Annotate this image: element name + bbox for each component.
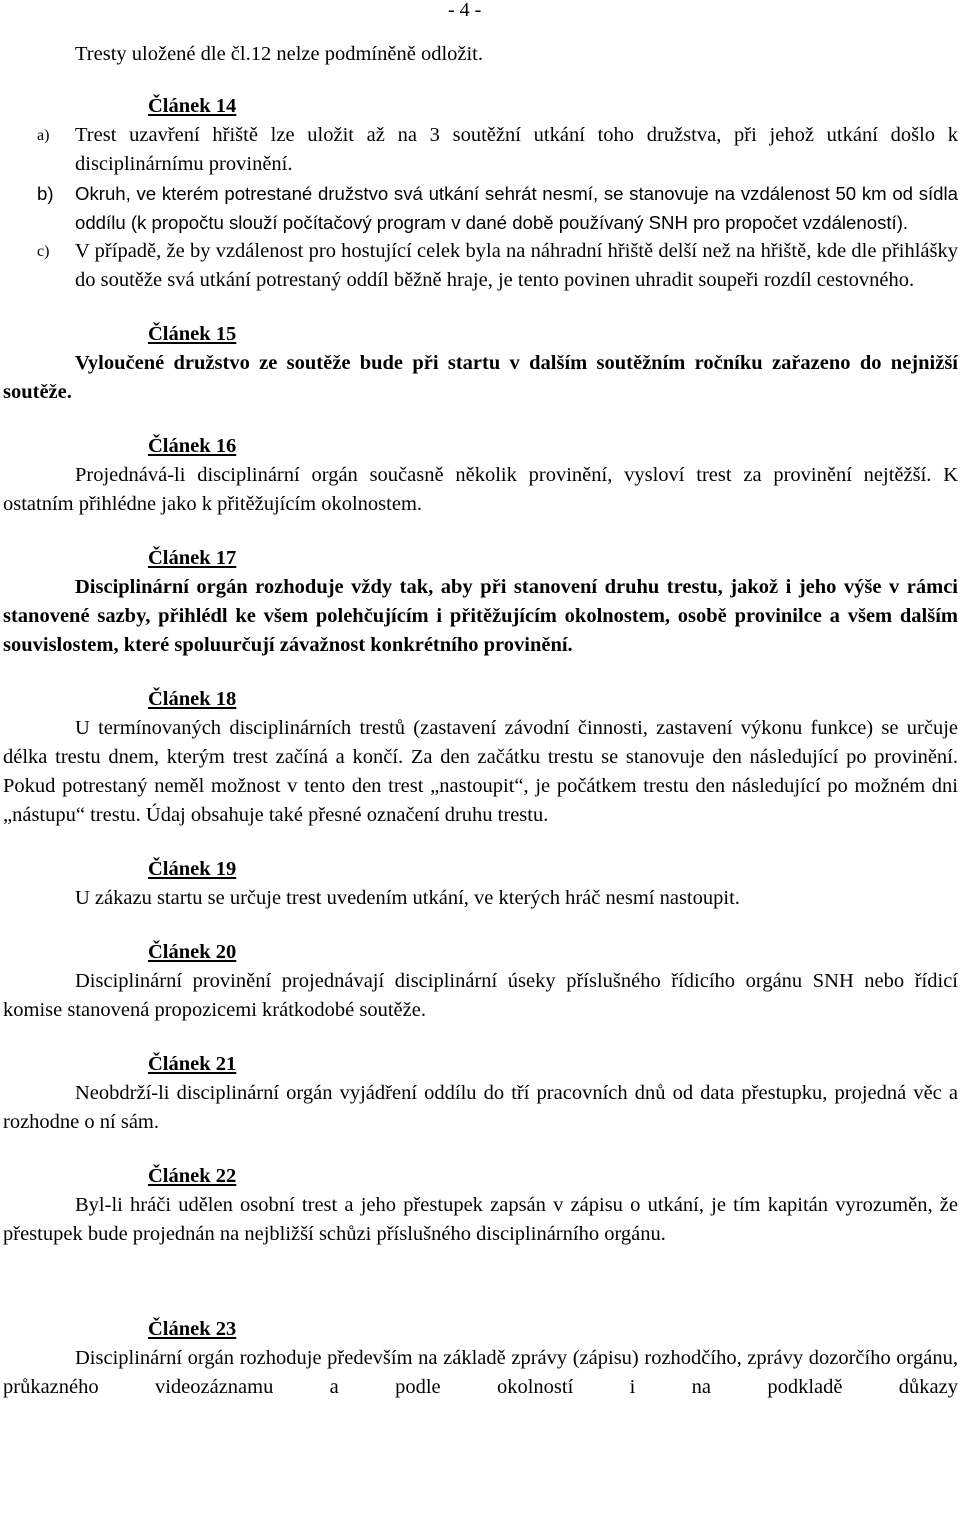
list-item-text: Okruh, ve kterém potrestané družstvo svá utkání sehrát nesmí, se stanovuje na vzdálenost 50 km od sídla oddílu (k propočtu slouží počítačový program v dané době používaný SNH pro propočet vzdáleností). (75, 183, 958, 233)
document-body (3, 40, 958, 1402)
list-item-text: V případě, že by vzdálenost pro hostující celek byla na náhradní hřiště delší než na hřiště, kde dle přihlášky do soutěže svá utkání potrestaný oddíl běžně hraje, je tento povinen uhradit soupeři rozdíl cestovného. (75, 240, 958, 291)
article-20-text: Disciplinární provinění projednávají disciplinární úseky příslušného řídicího orgánu SNH nebo řídicí komise stanovená propozicemi krátkodobé soutěže. (3, 970, 958, 1021)
article-14-item-b (3, 179, 958, 237)
article-23-heading: Článek 23 (148, 1318, 237, 1340)
intro-paragraph: Tresty uložené dle čl.12 nelze podmíněně odložit. (75, 43, 483, 65)
article-15-heading: Článek 15 (148, 323, 237, 345)
article-15-text: Vyloučené družstvo ze soutěže bude při startu v dalším soutěžním ročníku zařazeno do nejnižší soutěže. (3, 352, 958, 403)
article-14-heading: Článek 14 (148, 95, 237, 117)
list-marker: a) (37, 127, 50, 144)
article-14-item-c (3, 237, 958, 295)
article-20-heading: Článek 20 (148, 941, 237, 963)
list-marker: c) (37, 243, 50, 260)
article-19-heading: Článek 19 (148, 858, 237, 880)
article-21-heading: Článek 21 (148, 1053, 237, 1075)
article-22-text: Byl-li hráči udělen osobní trest a jeho přestupek zapsán v zápisu o utkání, je tím kapitán vyrozuměn, že přestupek bude projednán na nejbližší schůzi příslušného disciplinárního orgánu. (3, 1194, 958, 1245)
list-item-text: Trest uzavření hřiště lze uložit až na 3 soutěžní utkání toho družstva, při jehož utkání došlo k disciplinárnímu provinění. (75, 124, 958, 175)
page-number: - 4 - (448, 0, 482, 21)
article-14-item-a (3, 121, 958, 179)
article-23-text: Disciplinární orgán rozhoduje především na základě zprávy (zápisu) rozhodčího, zprávy dozorčího orgánu, průkazného videozáznamu a podle okolností i na podkladě důkazy (3, 1347, 958, 1398)
article-14-list (3, 121, 958, 295)
article-19-text: U zákazu startu se určuje trest uvedením utkání, ve kterých hráč nesmí nastoupit. (75, 887, 740, 909)
list-marker: b) (37, 183, 54, 204)
article-16-heading: Článek 16 (148, 435, 237, 457)
article-21-text: Neobdrží-li disciplinární orgán vyjádření oddílu do tří pracovních dnů od data přestupku, projedná věc a rozhodne o ní sám. (3, 1082, 958, 1133)
article-18-text: U termínovaných disciplinárních trestů (zastavení závodní činnosti, zastavení výkonu funkce) se určuje délka trestu dnem, kterým trest začíná a končí. Za den začátku trestu se stanovuje den následující po provinění. Pokud potrestaný neměl možnost v tento den trest „nastoupit“, je počátkem trestu den následující po možném dni „nástupu“ trestu. Údaj obsahuje také přesné označení druhu trestu. (3, 717, 958, 826)
article-22-heading: Článek 22 (148, 1165, 237, 1187)
article-18-heading: Článek 18 (148, 688, 237, 710)
article-17-heading: Článek 17 (148, 547, 237, 569)
article-17-text: Disciplinární orgán rozhoduje vždy tak, aby při stanovení druhu trestu, jakož i jeho výše v rámci stanovené sazby, přihlédl ke všem polehčujícím i přitěžujícím okolnostem, osobě provinilce a všem dalším souvislostem, které spoluurčují závažnost konkrétního provinění. (3, 576, 958, 656)
article-16-text: Projednává-li disciplinární orgán současně několik provinění, vysloví trest za provinění nejtěžší. K ostatním přihlédne jako k přitěžujícím okolnostem. (3, 464, 958, 515)
